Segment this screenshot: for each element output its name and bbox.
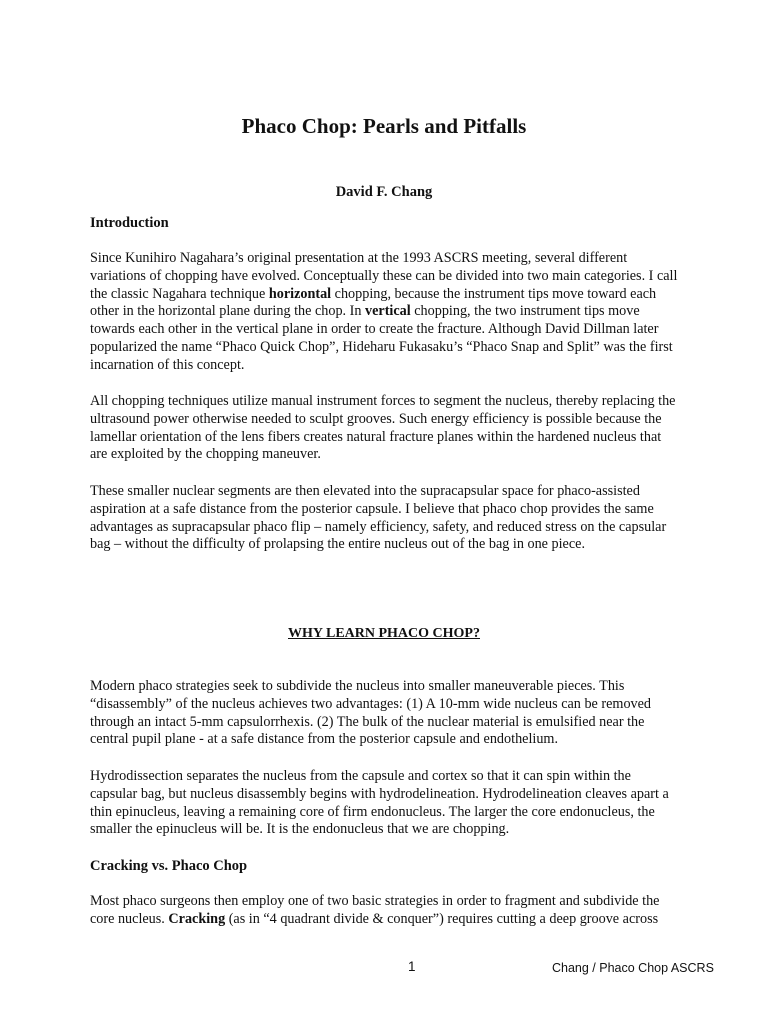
- text-line: the classic Nagahara technique horizontal chopping, because the instrument tips move toward each: [90, 285, 657, 302]
- text-line: Since Kunihiro Nagahara’s original presentation at the 1993 ASCRS meeting, several different: [90, 250, 628, 266]
- text-line: through an intact 5-mm capsulorrhexis. (2) The bulk of the nuclear material is emulsified near the: [90, 713, 645, 730]
- paragraph-cracking-1: [90, 893, 715, 929]
- text-line: Modern phaco strategies seek to subdivide the nucleus into smaller maneuverable pieces. This: [90, 678, 625, 694]
- text-line: other in the horizontal plane during the chop. In vertical chopping, the two instrument tips move: [90, 303, 640, 320]
- paragraph-introduction-1: [90, 250, 715, 375]
- text-line: Hydrodissection separates the nucleus from the capsule and cortex so that it can spin within the: [90, 768, 631, 784]
- paragraph-introduction-3: [90, 483, 715, 554]
- text-line: “disassembly” of the nucleus achieves two advantages: (1) A 10-mm wide nucleus can be removed: [90, 695, 652, 712]
- text-line: capsular bag, but nucleus disassembly begins with hydrodelineation. Hydrodelineation cleaves apart a: [90, 785, 669, 802]
- document-title: Phaco Chop: Pearls and Pitfalls: [241, 114, 527, 138]
- text-line: smaller the epinucleus will be. It is the endonucleus that we are chopping.: [90, 821, 510, 838]
- section-heading-cracking: Cracking vs. Phaco Chop: [90, 858, 248, 874]
- text-line: variations of chopping have evolved. Conceptually these can be divided into two main categories. I call: [90, 267, 678, 284]
- text-line: aspiration at a safe distance from the posterior capsule. I believe that phaco chop provides the same: [90, 500, 654, 517]
- text-line: core nucleus. Cracking (as in “4 quadrant divide & conquer”) requires cutting a deep groove across: [90, 910, 659, 927]
- emphasis-cracking: Cracking: [168, 910, 226, 927]
- text-line: All chopping techniques utilize manual instrument forces to segment the nucleus, thereby replacing the: [90, 393, 676, 409]
- text-line: Most phaco surgeons then employ one of two basic strategies in order to fragment and subdivide the: [90, 893, 660, 909]
- emphasis-horizontal: horizontal: [268, 285, 332, 302]
- text-line: bag – without the difficulty of prolapsing the entire nucleus out of the bag in one piece.: [90, 536, 585, 553]
- text-line: incarnation of this concept.: [90, 356, 245, 373]
- author-name: David F. Chang: [335, 184, 433, 200]
- running-footer-title: Chang / Phaco Chop ASCRS: [552, 961, 714, 975]
- text-line: lamellar orientation of the lens fibers creates natural fracture planes within the hardened nucleus that: [90, 428, 662, 445]
- paragraph-introduction-2: [90, 393, 715, 464]
- text-line: central pupil plane - at a safe distance from the posterior capsule and endothelium.: [90, 731, 559, 748]
- paragraph-why-learn-2: [90, 768, 715, 839]
- text-line: advantages as supracapsular phaco flip – namely efficiency, safety, and reduced stress on the capsular: [90, 518, 667, 535]
- section-heading-introduction: Introduction: [90, 215, 169, 231]
- text-line: These smaller nuclear segments are then elevated into the supracapsular space for phaco-assisted: [90, 483, 640, 499]
- text-line: towards each other in the vertical plane in order to create the fracture. Although David Dillman later: [90, 321, 659, 338]
- text-line: are exploited by the chopping maneuver.: [90, 446, 321, 463]
- paragraph-why-learn-1: [90, 678, 715, 749]
- text-line: popularized the name “Phaco Quick Chop”, Hideharu Fukasaku’s “Phaco Snap and Split” was the first: [90, 338, 673, 355]
- text-line: thin epinucleus, leaving a remaining core of firm endonucleus. The larger the core endonucleus, the: [90, 803, 655, 820]
- page-number: 1: [408, 959, 416, 974]
- text-line: ultrasound power otherwise needed to sculpt grooves. Such energy efficiency is possible because the: [90, 410, 662, 427]
- section-heading-why-learn: WHY LEARN PHACO CHOP?: [288, 626, 480, 641]
- emphasis-vertical: vertical: [365, 303, 411, 320]
